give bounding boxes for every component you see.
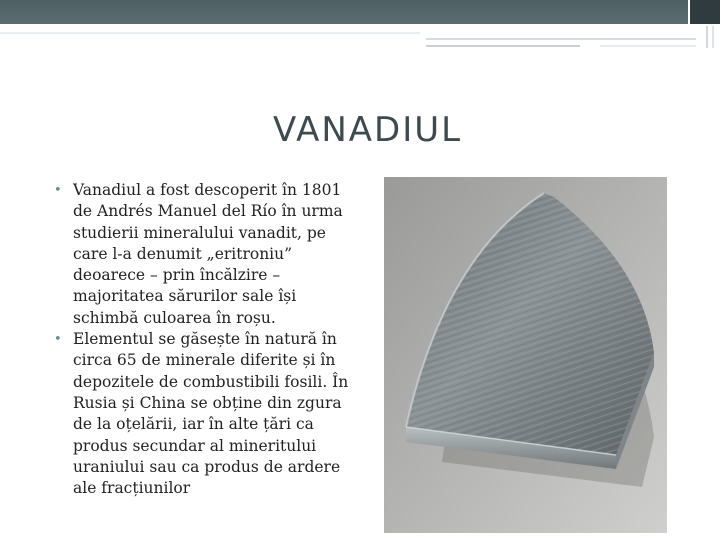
bullet-item	[52, 180, 360, 329]
header-bar-dark	[0, 0, 690, 24]
bullet-item	[52, 329, 360, 499]
header-bar	[0, 0, 720, 24]
decor-line	[426, 38, 696, 40]
decor-line	[0, 32, 420, 34]
slide-title: VANADIUL	[273, 110, 463, 150]
bullet-text: Elementul se găsește în natură în circa 65 de minerale diferite și în depozitele de combustibili fosili. În Rusia și China se obține din zgura de la oțelării, iar în alte țări ca produs secundar al mineritului uraniului sau ca produs de ardere ale fracțiunilor	[73, 330, 349, 498]
vanadium-metal-piece-icon	[384, 177, 667, 533]
bullet-text: Vanadiul a fost descoperit în 1801 de Andrés Manuel del Río în urma studierii mineralului vanadit, pe care l-a denumit „eritroniu” deoarece – prin încălzire – majoritatea sărurilor sale își schimbă culoarea în roșu.	[73, 181, 343, 327]
header-bar-corner	[688, 0, 720, 24]
decor-line	[600, 45, 696, 47]
vanadium-photo	[384, 177, 667, 533]
bullet-marker: •	[54, 183, 62, 198]
decor-line	[706, 26, 708, 48]
decor-line	[712, 26, 714, 48]
decor-line	[426, 45, 580, 47]
bullet-marker: •	[54, 332, 62, 348]
bullet-list	[52, 180, 360, 540]
